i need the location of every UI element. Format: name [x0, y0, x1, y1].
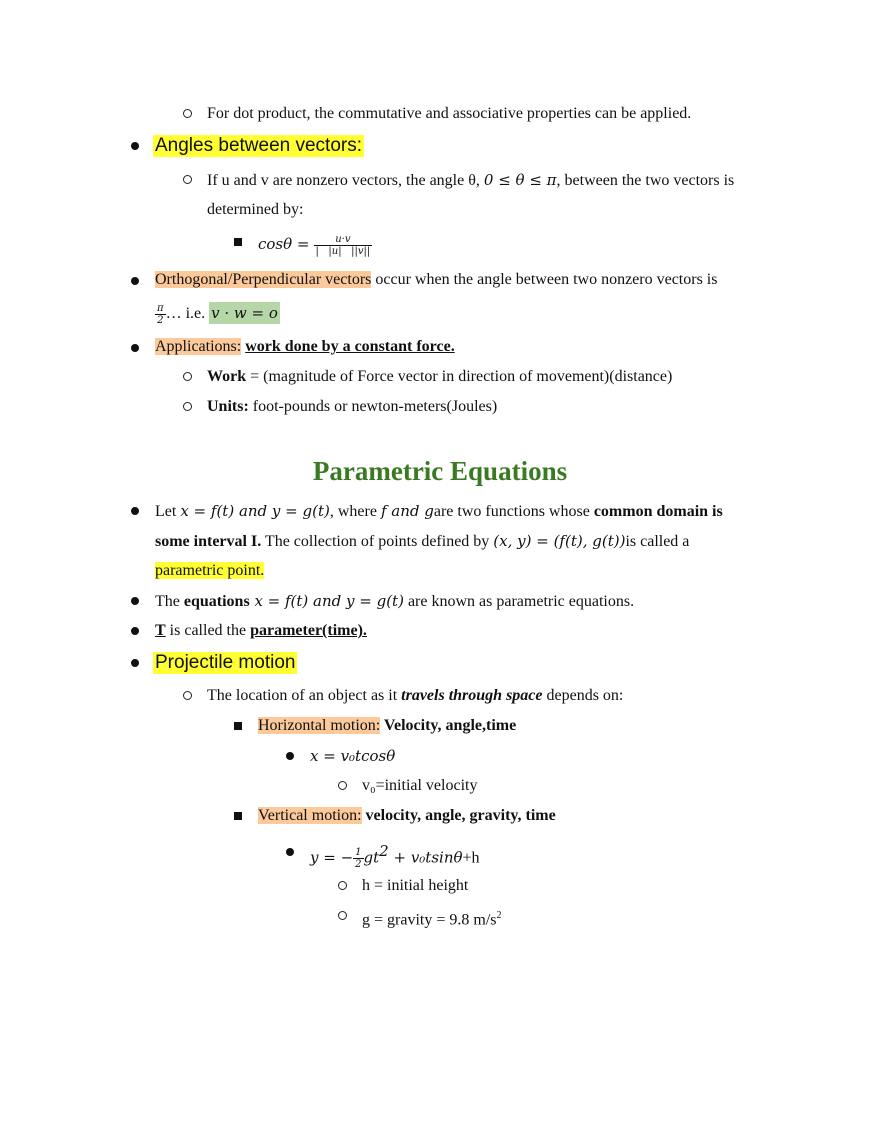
projectile-travels: travels through space — [401, 687, 543, 704]
bullet-circle-icon — [183, 691, 192, 700]
param-collection: The collection of points defined by — [261, 533, 494, 550]
param-where: , where — [329, 503, 381, 520]
bullet-circle-icon — [338, 781, 347, 790]
g-def-text: g = gravity = 9.8 m/s — [362, 911, 497, 929]
section-title: Parametric Equations — [312, 456, 568, 486]
bullet-disc-icon — [131, 597, 139, 605]
param-definition-line3 — [155, 560, 264, 582]
param-known: are known as parametric equations. — [403, 593, 635, 610]
y-eq-pre: y = − — [310, 848, 354, 867]
cos-formula — [258, 230, 372, 259]
orthogonal-line — [155, 269, 717, 291]
cos-fraction — [314, 234, 373, 257]
orthogonal-ie: … i.e. — [165, 305, 210, 322]
projectile-location-pre: The location of an object as it — [207, 687, 402, 704]
param-interval: some interval I. — [155, 533, 262, 550]
bullet-square-icon — [234, 722, 242, 730]
param-points-math: (x, y) = (f(t), g(t)) — [493, 532, 626, 550]
pi-denominator: 2 — [155, 314, 166, 326]
bullet-circle-icon — [183, 402, 192, 411]
pi-numerator: π — [157, 302, 164, 314]
cos-formula-lhs: cosθ = — [258, 235, 310, 253]
bullet-circle-icon — [338, 881, 347, 890]
horizontal-label: Horizontal motion: — [258, 717, 381, 734]
projectile-depends: depends on: — [542, 687, 624, 704]
orthogonal-math: v · w = o — [211, 304, 278, 322]
orthogonal-rest: occur when the angle between two nonzero vectors is — [371, 271, 718, 288]
bullet-square-icon — [234, 812, 242, 820]
param-the: The — [155, 593, 184, 610]
g-def-square: 2 — [496, 910, 502, 921]
units-definition — [207, 396, 497, 418]
param-t: T — [155, 622, 166, 639]
param-fg-math: f and g — [380, 502, 434, 520]
bullet-square-icon — [234, 238, 242, 246]
orthogonal-line2 — [155, 300, 280, 327]
bullet-disc-icon — [131, 142, 139, 150]
angles-description-line2: determined by: — [207, 201, 304, 218]
param-common-domain: common domain is — [593, 503, 723, 520]
units-label: Units: — [207, 398, 249, 415]
bullet-disc-icon — [131, 277, 139, 285]
param-are: are two functions whose — [433, 503, 594, 520]
dot-product-note: For dot product, the commutative and associative properties can be applied. — [207, 105, 692, 122]
bullet-disc-icon — [286, 848, 294, 856]
cos-denominator: | |u| ||v|| — [315, 245, 371, 257]
bullet-disc-icon — [286, 752, 294, 760]
applications-topic: work done by a constant force. — [245, 338, 455, 355]
projectile-location — [207, 685, 623, 707]
bullet-disc-icon — [131, 659, 139, 667]
applications-line — [155, 336, 455, 358]
y-plus-h: +h — [462, 849, 480, 867]
param-equations-line — [155, 590, 634, 613]
parametric-point: parametric point. — [155, 562, 265, 579]
angles-description — [207, 169, 734, 192]
projectile-heading: Projectile motion — [155, 652, 296, 673]
y-eq-post: + v₀tsinθ — [388, 848, 463, 867]
half-denominator: 2 — [355, 859, 362, 871]
y-equation — [310, 837, 480, 872]
applications-label: Applications: — [155, 338, 242, 355]
angles-desc-pre: If u and v are nonzero vectors, the angle θ, — [207, 172, 484, 189]
v0-definition: v₀=initial velocity — [362, 777, 478, 794]
param-parameter-line — [155, 620, 367, 642]
param-definition-line2 — [155, 530, 689, 553]
horizontal-motion — [258, 715, 516, 737]
bullet-circle-icon — [183, 372, 192, 381]
bullet-circle-icon — [338, 911, 347, 920]
work-text: = (magnitude of Force vector in direction of movement)(distance) — [246, 368, 673, 385]
one-half — [353, 847, 363, 870]
cos-numerator: u·v — [335, 233, 351, 245]
half-numerator: 1 — [355, 847, 362, 859]
bullet-disc-icon — [131, 627, 139, 635]
work-label: Work — [207, 368, 247, 385]
vertical-motion — [258, 805, 556, 827]
angles-heading: Angles between vectors: — [155, 135, 363, 156]
y-eq-mid: gt — [363, 848, 380, 867]
g-definition — [362, 905, 501, 931]
bullet-circle-icon — [183, 109, 192, 118]
pi-over-two — [155, 303, 166, 326]
param-parameter: parameter(time). — [250, 622, 367, 639]
vertical-label: Vertical motion: — [258, 807, 362, 824]
h-definition: h = initial height — [362, 877, 469, 894]
param-equations-bold: equations — [183, 593, 250, 610]
vertical-bold: velocity, angle, gravity, time — [361, 807, 556, 824]
param-let-math: x = f(t) and y = g(t) — [180, 502, 330, 520]
bullet-circle-icon — [183, 175, 192, 184]
param-eq-math: x = f(t) and y = g(t) — [249, 592, 404, 610]
horizontal-bold: Velocity, angle,time — [380, 717, 517, 734]
x-equation: x = v₀tcosθ — [310, 747, 396, 765]
bullet-disc-icon — [131, 507, 139, 515]
param-called: is called a — [625, 533, 690, 550]
angles-inequality: 0 ≤ θ ≤ π — [483, 171, 557, 189]
param-definition-line1 — [155, 500, 723, 523]
param-called-the: is called the — [165, 622, 251, 639]
param-let: Let — [155, 503, 181, 520]
units-text: foot-pounds or newton-meters(Joules) — [248, 398, 498, 415]
angles-desc-post: , between the two vectors is — [556, 172, 735, 189]
y-eq-square: 2 — [379, 842, 389, 860]
orthogonal-label: Orthogonal/Perpendicular vectors — [155, 271, 372, 288]
work-definition — [207, 366, 672, 388]
bullet-disc-icon — [131, 344, 139, 352]
